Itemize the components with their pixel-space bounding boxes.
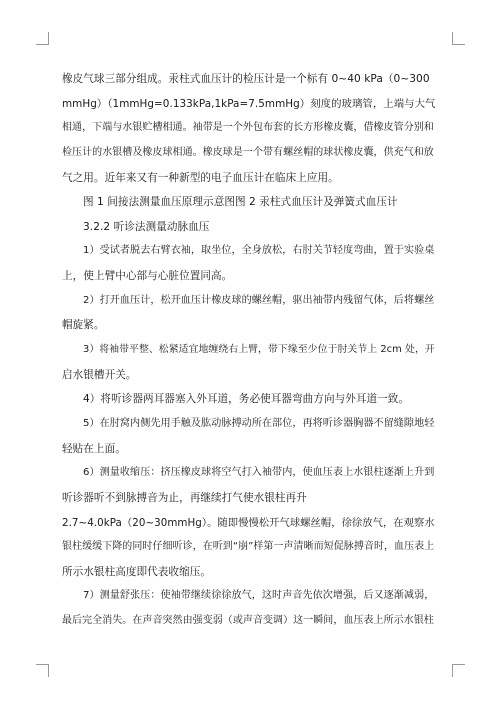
text-line: 6）测量收缩压：挤压橡皮球将空气打入袖带内，使血压表上水银柱逐渐上升到 <box>83 467 435 478</box>
crop-mark-top-left <box>36 32 49 45</box>
text-line: 3）将袖带平整、松紧适宜地缠绕右上臂，带下缘至少位于肘关节上 2cm 处，开 <box>83 344 435 355</box>
text-line: 2）打开血压计，松开血压计橡皮球的螺丝帽，驱出袖带内残留气体，后将螺丝 <box>83 295 435 306</box>
crop-mark-bottom-left <box>36 664 49 677</box>
text-line: 气之用。近年来又有一种新型的电子血压计在临床上应用。 <box>62 172 339 184</box>
text-line: 4）将听诊器两耳器塞入外耳道，务必使耳器弯曲方向与外耳道一致。 <box>83 393 410 405</box>
text-line: 所示水银柱高度即代表收缩压。 <box>62 566 212 578</box>
text-line: 启水银槽开关。 <box>62 369 137 381</box>
crop-mark-bottom-right <box>452 664 465 677</box>
text-line: mmHg）（1mmHg=0.133kPa,1kPa=7.5mmHg）刻度的玻璃管，上端与大气 <box>62 98 436 110</box>
section-heading: 3.2.2 听诊法测量动脉血压 <box>83 221 210 233</box>
crop-mark-top-right <box>452 32 465 45</box>
text-line: 2.7~4.0kPa（20~30mmHg）。随即慢慢松开气球螺丝帽，徐徐放气，在观察水 <box>62 517 435 529</box>
text-line: 相通，下端与水银贮槽相通。袖带是一个外包布套的长方形橡皮囊，借橡皮管分别和 <box>62 122 434 133</box>
text-line: 帽旋紧。 <box>62 319 105 331</box>
text-line: 上，使上臂中心部与心脏位置同高。 <box>62 270 233 282</box>
text-line: 7）测量舒张压：使袖带继续徐徐放气，这时声音先依次增强，后又逐渐减弱， <box>83 590 435 601</box>
figure-caption: 图 1 间接法测量血压原理示意图图 2 汞柱式血压计及弹簧式血压计 <box>83 196 398 208</box>
text-line: 检压计的水银槽及橡皮球相通。橡皮球是一个带有螺丝帽的球状橡皮囊，供充气和放 <box>62 147 434 158</box>
text-line: 5）在肘窝内侧先用手触及肱动脉搏动所在部位，再将听诊器胸器不留缝隙地轻 <box>83 418 435 429</box>
text-line: 1）受试者脱去右臂衣袖，取坐位，全身放松，右肘关节轻度弯曲，置于实验桌 <box>83 245 435 256</box>
text-line: 听诊器听不到脉搏音为止，再继续打气使水银柱再升 <box>62 492 307 504</box>
text-line: 最后完全消失。在声音突然由强变弱（或声音变调）这一瞬间，血压表上所示水银柱 <box>62 615 434 626</box>
text-line: 银柱缓缓下降的同时仔细听诊，在听到“崩”样第一声清晰而短促脉搏音时，血压表上 <box>62 541 435 552</box>
text-line: 轻贴在上面。 <box>62 443 126 455</box>
text-line: 橡皮气球三部分组成。汞柱式血压计的检压计是一个标有 0~40 kPa（0~300 <box>62 73 430 85</box>
